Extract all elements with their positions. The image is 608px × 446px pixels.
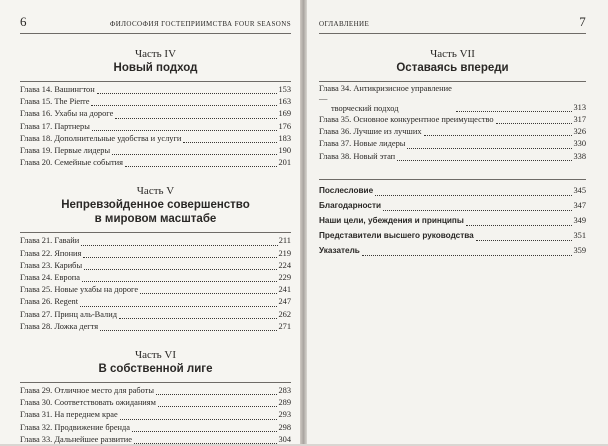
entry-label: Глава 18. Дополнительные удобства и услуги (20, 133, 182, 143)
entry-page: 289 (278, 398, 291, 408)
entry-label: Послесловие (319, 185, 374, 195)
entry-label-line: Глава 34. Антикризисное управление — (319, 84, 452, 103)
entry-page: 219 (278, 248, 291, 258)
leader-dots (397, 152, 572, 161)
part-title (20, 198, 291, 226)
entry-page: 347 (573, 200, 586, 210)
leader-dots (158, 398, 277, 407)
toc-entry[interactable] (319, 213, 586, 228)
entry-page: 211 (278, 236, 291, 246)
toc-entry[interactable] (20, 260, 291, 272)
toc-entry[interactable] (319, 151, 586, 163)
entry-label: Глава 31. На переднем крае (20, 410, 118, 420)
entry-label: Глава 21. Гавайи (20, 236, 80, 246)
part-title: Новый подход (113, 62, 198, 74)
toc-entry[interactable] (319, 84, 586, 114)
toc-entry[interactable] (20, 409, 291, 421)
toc-entry[interactable] (319, 183, 586, 198)
right-running-title: ОГЛАВЛЕНИЕ (319, 20, 370, 28)
entry-page: 201 (278, 158, 291, 168)
entry-page: 153 (278, 85, 291, 94)
leader-dots (82, 273, 277, 282)
toc-entry[interactable] (319, 243, 586, 258)
toc-entry[interactable] (20, 133, 291, 145)
toc-entry[interactable] (20, 434, 291, 446)
toc-entry[interactable] (20, 108, 291, 120)
toc-entry[interactable] (20, 157, 291, 169)
entry-page: 313 (573, 102, 586, 112)
right-page (307, 0, 608, 444)
entry-page: 271 (278, 321, 291, 331)
entry-label: Представители высшего руководства (319, 230, 474, 240)
entry-page: 247 (278, 297, 291, 307)
part-vii (319, 48, 586, 163)
entry-label: Наши цели, убеждения и принципы (319, 215, 464, 225)
entry-label: Глава 29. Отличное место для работы (20, 386, 154, 396)
leader-dots (156, 386, 277, 395)
entry-page: 262 (278, 309, 291, 319)
right-running-head (319, 14, 586, 34)
part-label: Часть VI (134, 349, 177, 362)
toc-entry[interactable] (319, 114, 586, 126)
toc-entry[interactable] (319, 126, 586, 138)
entry-label: Глава 37. Новые лидеры (319, 139, 406, 149)
part-title: В собственной лиге (98, 363, 213, 376)
entry-page: 293 (278, 410, 291, 420)
leader-dots (92, 122, 278, 131)
toc-entry[interactable] (20, 145, 291, 157)
leader-dots (100, 322, 277, 331)
divider (20, 81, 291, 82)
entry-page: 176 (278, 121, 291, 131)
entry-page: 283 (278, 386, 291, 396)
part-label: Часть VII (430, 48, 475, 60)
entry-label: Глава 14. Вашингтон (20, 85, 95, 94)
entry-page: 229 (278, 273, 291, 283)
entry-label: Глава 17. Партнеры (20, 121, 90, 131)
leader-dots (466, 217, 573, 226)
entry-page: 359 (573, 245, 586, 255)
entry-label: Глава 27. Принц аль-Валид (20, 309, 117, 319)
entry-label: Глава 19. Первые лидеры (20, 146, 111, 156)
part-title-line: Непревзойденное совершенство (61, 199, 250, 212)
entry-page: 345 (573, 185, 586, 195)
leader-dots (456, 103, 572, 112)
entry-label: Глава 33. Дальнейшее развитие (20, 434, 132, 444)
part-title-line: в мировом масштабе (94, 213, 217, 226)
toc-entry[interactable] (20, 84, 291, 96)
leader-dots (407, 140, 572, 149)
entry-page: 330 (573, 139, 586, 149)
toc-entry[interactable] (20, 121, 291, 133)
leader-dots (132, 423, 277, 432)
leader-dots (183, 134, 277, 143)
divider (20, 382, 291, 383)
entry-label: Глава 30. Соответствовать ожиданиям (20, 398, 156, 408)
leader-dots (120, 411, 278, 420)
leader-dots (424, 127, 573, 136)
right-page-number: 7 (579, 14, 586, 29)
entry-label: Глава 22. Япония (20, 248, 82, 258)
entry-page: 298 (278, 422, 291, 432)
part-iv (20, 48, 291, 169)
leader-dots (119, 310, 277, 319)
entry-page: 183 (278, 133, 291, 143)
backmatter-list (319, 179, 586, 258)
toc-entry[interactable] (20, 397, 291, 409)
entry-label: Глава 38. Новый этап (319, 151, 396, 161)
toc-entry[interactable] (20, 385, 291, 397)
leader-dots (115, 110, 277, 119)
toc-entry[interactable] (20, 272, 291, 284)
leader-dots (476, 232, 573, 241)
entry-label: Глава 23. Карибы (20, 260, 83, 270)
leader-dots (91, 97, 277, 106)
toc-entry[interactable] (20, 284, 291, 296)
leader-dots (362, 247, 573, 256)
leader-dots (84, 261, 277, 270)
entry-page: 338 (573, 151, 586, 161)
toc-entry[interactable] (20, 235, 291, 247)
toc-entry[interactable] (20, 248, 291, 260)
entry-label: Глава 24. Европа (20, 273, 80, 283)
entry-page: 224 (278, 260, 291, 270)
leader-dots (81, 237, 278, 246)
leader-dots (134, 435, 277, 444)
left-page (0, 0, 301, 444)
part-title: Оставаясь впереди (396, 62, 509, 74)
entry-page: 163 (278, 97, 291, 107)
part-v (20, 185, 291, 333)
part-vi (20, 349, 291, 446)
entry-page: 326 (573, 127, 586, 137)
entry-label-line: творческий подход (331, 104, 399, 113)
leader-dots (383, 202, 572, 211)
entry-label: Глава 15. The Pierre (20, 97, 90, 107)
toc-entry[interactable] (20, 422, 291, 434)
toc-entry[interactable] (20, 96, 291, 108)
entry-page: 317 (573, 115, 586, 124)
entry-label: Глава 35. Основное конкурентное преимущество (319, 115, 494, 124)
toc-entry[interactable] (20, 309, 291, 321)
leader-dots (112, 146, 277, 155)
leader-dots (125, 158, 278, 167)
left-running-head (20, 14, 291, 34)
leader-dots (496, 115, 573, 124)
entry-page: 169 (278, 109, 291, 119)
part-label: Часть IV (134, 48, 177, 60)
leader-dots (80, 298, 277, 307)
entry-label: Глава 16. Ухабы на дороге (20, 109, 114, 119)
entry-label: Указатель (319, 245, 360, 255)
leader-dots (140, 285, 277, 294)
toc-entry[interactable] (20, 296, 291, 308)
divider (319, 81, 586, 82)
entry-label: Глава 36. Лучшие из лучших (319, 127, 422, 137)
entry-page: 304 (278, 434, 291, 444)
toc-entry[interactable] (319, 198, 586, 213)
leader-dots (83, 249, 277, 258)
toc-entry[interactable] (319, 228, 586, 243)
entry-label: Глава 28. Ложка дегтя (20, 321, 99, 331)
entry-page: 241 (278, 285, 291, 295)
entry-page: 190 (278, 146, 291, 156)
entry-label: Благодарности (319, 200, 382, 210)
entry-page: 351 (573, 230, 586, 240)
entry-label: Глава 32. Продвижение бренда (20, 422, 130, 432)
left-page-number: 6 (20, 14, 27, 29)
leader-dots (97, 85, 278, 94)
toc-entry[interactable] (319, 138, 586, 150)
part-label: Часть V (136, 185, 175, 198)
leader-dots (375, 187, 572, 196)
left-running-title: ФИЛОСОФИЯ ГОСТЕПРИИМСТВА FOUR SEASONS (109, 20, 291, 28)
toc-entry[interactable] (20, 321, 291, 333)
entry-label: Глава 25. Новые ухабы на дороге (20, 285, 139, 295)
divider (20, 232, 291, 233)
entry-label: Глава 20. Семейные события (20, 158, 123, 168)
entry-page: 349 (573, 215, 586, 225)
entry-label (319, 84, 454, 114)
entry-label: Глава 26. Regent (20, 297, 79, 307)
